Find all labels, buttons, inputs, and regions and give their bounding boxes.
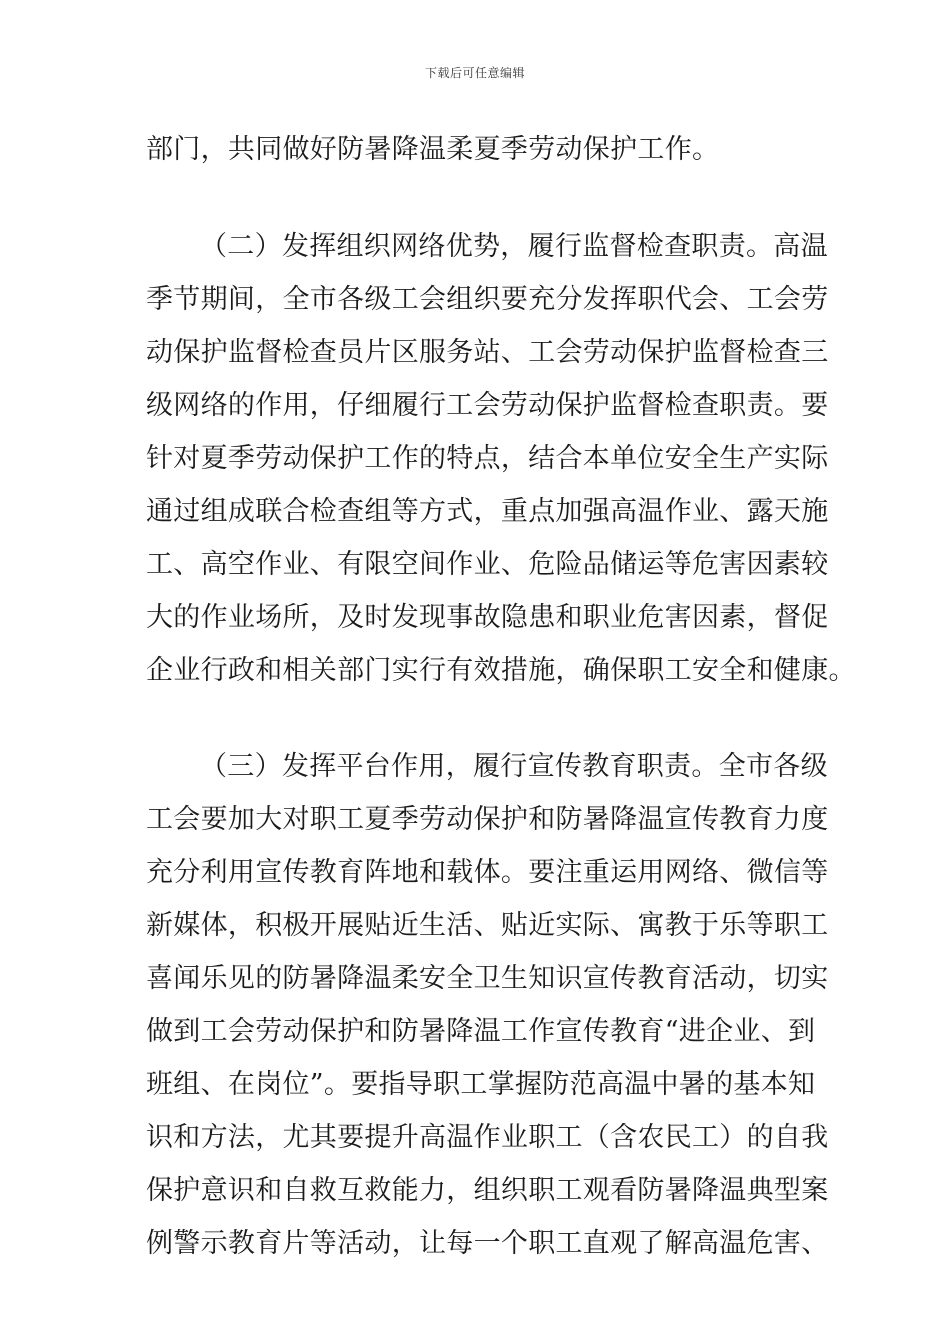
body-line: 新媒体，积极开展贴近生活、贴近实际、寓教于乐等职工 bbox=[146, 910, 829, 941]
body-line: 级网络的作用，仔细履行工会劳动保护监督检查职责。要 bbox=[146, 390, 829, 421]
body-line: 通过组成联合检查组等方式，重点加强高温作业、露天施 bbox=[146, 496, 829, 527]
body-line: 部门，共同做好防暑降温柔夏季劳动保护工作。 bbox=[146, 134, 720, 165]
body-line: （二）发挥组织网络优势，履行监督检查职责。高温 bbox=[200, 231, 828, 262]
body-line: 工会要加大对职工夏季劳动保护和防暑降温宣传教育力度 bbox=[146, 804, 829, 835]
body-line: 喜闻乐见的防暑降温柔安全卫生知识宣传教育活动，切实 bbox=[146, 963, 829, 994]
body-line: 班组、在岗位”。要指导职工掌握防范高温中暑的基本知 bbox=[146, 1069, 816, 1100]
body-line: 针对夏季劳动保护工作的特点，结合本单位安全生产实际 bbox=[146, 443, 829, 474]
body-line: （三）发挥平台作用，履行宣传教育职责。全市各级 bbox=[200, 751, 828, 782]
body-line: 工、高空作业、有限空间作业、危险品储运等危害因素较 bbox=[146, 549, 829, 580]
body-line: 充分利用宣传教育阵地和载体。要注重运用网络、微信等 bbox=[146, 857, 829, 888]
body-line: 企业行政和相关部门实行有效措施，确保职工安全和健康。 bbox=[146, 655, 856, 686]
body-line: 季节期间，全市各级工会组织要充分发挥职代会、工会劳 bbox=[146, 284, 829, 315]
body-line: 例警示教育片等活动，让每一个职工直观了解高温危害、 bbox=[146, 1228, 829, 1259]
body-line: 做到工会劳动保护和防暑降温工作宣传教育“进企业、到 bbox=[146, 1016, 816, 1047]
page-header: 下载后可任意编辑 bbox=[424, 66, 525, 80]
body-line: 保护意识和自救互救能力，组织职工观看防暑降温典型案 bbox=[146, 1175, 829, 1206]
body-line: 大的作业场所，及时发现事故隐患和职业危害因素，督促 bbox=[146, 602, 829, 633]
body-line: 识和方法，尤其要提升高温作业职工（含农民工）的自我 bbox=[146, 1122, 829, 1153]
body-line: 动保护监督检查员片区服务站、工会劳动保护监督检查三 bbox=[146, 337, 829, 368]
